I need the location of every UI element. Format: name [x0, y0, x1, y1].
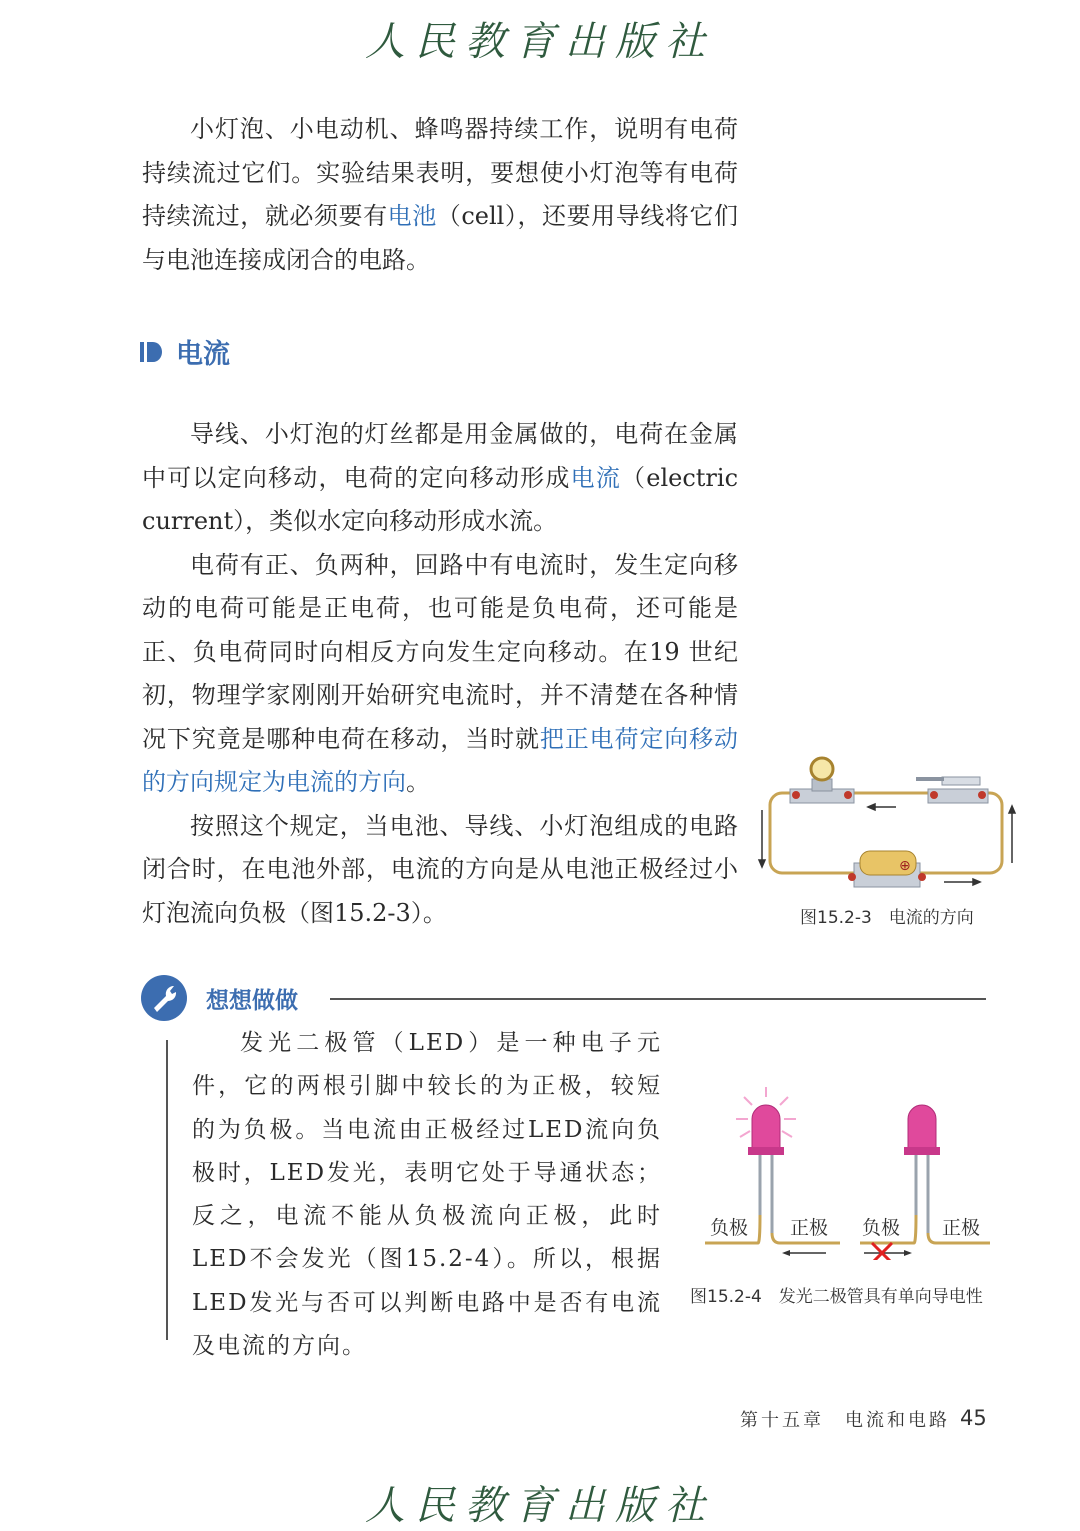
light-bulb-icon	[811, 758, 833, 780]
paragraph-direction	[142, 544, 738, 805]
section-title: 电流	[176, 339, 230, 370]
current-body	[142, 413, 738, 935]
led-lit	[736, 1087, 796, 1233]
paragraph-rule: 按照这个规定，当电池、导线、小灯泡组成的电路闭合时，在电池外部，电流的方向是从电池正极经过小灯泡流向负极（图15.2-3）。	[142, 811, 738, 927]
right-negative-label: 负极	[862, 1217, 901, 1239]
current-text: 导线、小灯泡的灯丝都是用金属做的，电荷在金属中可以定向移动，电荷的定向移动形成	[142, 420, 738, 492]
battery	[848, 851, 926, 887]
section-heading	[140, 332, 230, 371]
left-current-arrow	[782, 1250, 826, 1256]
activity-text	[192, 1022, 662, 1368]
right-blocked-arrow	[864, 1243, 912, 1260]
direction-definition: 把正电荷定向移动的方向规定为电流的方向	[142, 724, 739, 796]
current-text-end: （electric current），类似水定向移动形成水流。	[142, 463, 739, 535]
intro-text: 小灯泡、小电动机、蜂鸣器持续工作，说明有电荷持续流过它们。实验结果表明，要想使小灯泡等有电荷持续流过，就必须要有	[142, 115, 738, 230]
chapter-footer: 第十五章 电流和电路	[740, 1410, 950, 1431]
figure-3-caption: 图15.2-3 电流的方向	[800, 908, 974, 928]
activity-paragraph: 发光二极管（LED）是一种电子元件，它的两根引脚中较长的为正极，较短的为负极。当电流由正极经过LED流向负极时，LED发光，表明它处于导通状态；反之，电流不能从负极流向正极，此时LED不会发光（图15.2-4）。所以，根据LED发光与否可以判断电路中是否有电流及电流的方向。	[192, 1030, 662, 1360]
direction-text-end: 。	[406, 768, 430, 796]
figure-4-caption: 图15.2-4 发光二极管具有单向导电性	[690, 1287, 983, 1307]
activity-side-bar	[166, 1040, 168, 1340]
switch	[916, 777, 988, 803]
wrench-icon	[140, 974, 188, 1022]
page-number: 45	[960, 1406, 987, 1430]
direction-text: 电荷有正、负两种，回路中有电流时，发生定向移动的电荷可能是正电荷，也可能是负电荷，还可能是正、负电荷同时向相反方向发生定向移动。在19 世纪初，物理学家刚刚开始研究电流时，并不清楚在各种情况下究竟是哪种电荷在移动，当时就	[142, 550, 738, 753]
activity-title: 想想做做	[206, 988, 298, 1014]
publisher-watermark-bottom: 人民教育出版社	[365, 1483, 715, 1529]
publisher-watermark-top: 人民教育出版社	[365, 19, 715, 65]
intro-text-end: （cell），还要用导线将它们与电池连接成闭合的电路。	[142, 202, 739, 274]
lamp-holder	[790, 758, 854, 803]
left-negative-label: 负极	[710, 1217, 749, 1239]
section-marker-icon	[140, 340, 162, 364]
term-battery: 电池	[387, 202, 437, 230]
battery-positive-symbol: ⊕	[899, 858, 911, 874]
paragraph-current	[142, 413, 738, 544]
circuit-figure	[756, 755, 1026, 890]
left-positive-label: 正极	[790, 1217, 829, 1239]
term-current: 电流	[570, 463, 622, 492]
led-unlit	[904, 1105, 940, 1233]
right-positive-label: 正极	[942, 1217, 981, 1239]
intro-paragraph	[142, 108, 738, 282]
activity-rule	[330, 998, 986, 1000]
